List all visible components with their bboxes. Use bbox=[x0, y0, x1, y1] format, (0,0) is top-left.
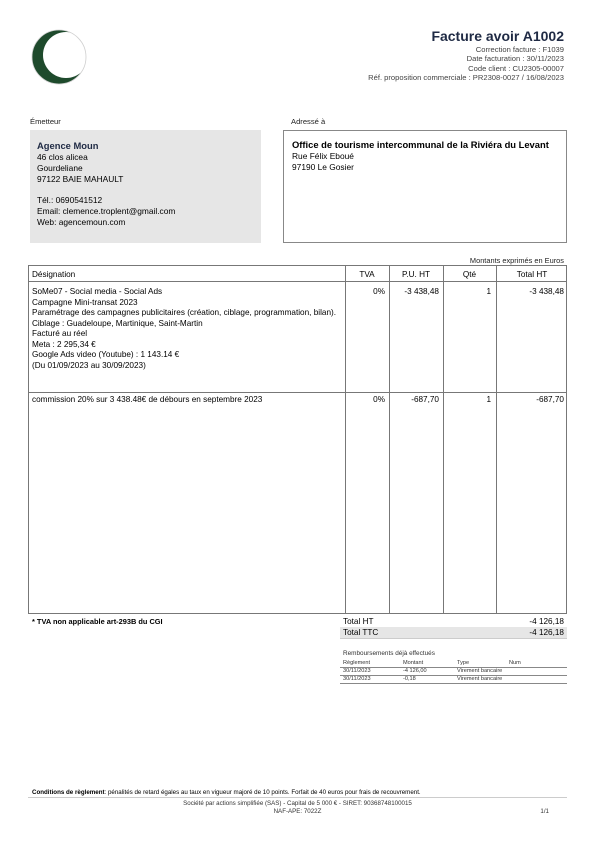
items-table bbox=[28, 265, 567, 614]
table-row-qty: 1 bbox=[486, 287, 491, 296]
payment-conditions-label: Conditions de règlement bbox=[32, 789, 105, 796]
total-ttc-value: -4 126,18 bbox=[529, 628, 564, 637]
header-unit-price: P.U. HT bbox=[401, 270, 431, 279]
addressee-label: Adressé à bbox=[291, 117, 326, 126]
refunds-header-date: Règlement bbox=[340, 659, 400, 667]
naf-line: NAF-APE: 7022Z bbox=[273, 808, 322, 815]
payment-conditions bbox=[32, 789, 421, 796]
refunds-header-row bbox=[340, 659, 567, 667]
table-row-vat: 0% bbox=[373, 395, 385, 404]
addressee-panel bbox=[283, 130, 567, 243]
refunds-title: Remboursements déjà effectués bbox=[343, 650, 435, 657]
refunds-table bbox=[340, 659, 567, 684]
document-title: Facture avoir A1002 bbox=[431, 28, 564, 44]
emitter-label: Émetteur bbox=[30, 117, 61, 126]
table-row-total: -3 438,48 bbox=[529, 287, 564, 296]
header-vat: TVA bbox=[359, 270, 375, 279]
currency-note: Montants exprimés en Euros bbox=[469, 256, 564, 265]
total-ht-label: Total HT bbox=[343, 617, 374, 626]
refunds-header-amount: Montant bbox=[400, 659, 454, 667]
correction-ref: Correction facture : F1039 bbox=[475, 45, 564, 54]
refunds-header-type: Type bbox=[454, 659, 506, 667]
emitter-address2: Gourdeliane bbox=[37, 163, 83, 173]
refunds-header-num: Num bbox=[506, 659, 567, 667]
company-legal-line: Société par actions simplifiée (SAS) - Capital de 5 000 € - SIRET: 90368748100015 bbox=[183, 800, 412, 807]
agency-logo bbox=[30, 28, 88, 86]
table-row-total: -687,70 bbox=[536, 395, 564, 404]
table-row-description: commission 20% sur 3 438.48€ de débours en septembre 2023 bbox=[32, 395, 263, 404]
table-row-unit-price: -3 438,48 bbox=[404, 287, 439, 296]
client-code: Code client : CU2305-00007 bbox=[468, 63, 564, 73]
emitter-panel bbox=[30, 130, 261, 243]
emitter-name: Agence Moun bbox=[37, 140, 99, 151]
page-number: 1/1 bbox=[540, 808, 549, 815]
header-total: Total HT bbox=[516, 270, 548, 279]
header-designation: Désignation bbox=[32, 270, 76, 279]
total-ttc-row bbox=[340, 627, 567, 639]
document-meta bbox=[368, 45, 564, 82]
table-row-unit-price: -687,70 bbox=[411, 395, 439, 404]
refunds-row: 30/11/2023 -4 126,00 Virement bancaire bbox=[340, 667, 567, 675]
emitter-web: Web: agencemoun.com bbox=[37, 217, 126, 227]
addressee-city: 97190 Le Gosier bbox=[292, 162, 354, 172]
total-ht-value: -4 126,18 bbox=[529, 617, 564, 626]
footer-divider bbox=[28, 797, 567, 798]
addressee-name: Office de tourisme intercommunal de la Riviéra du Levant bbox=[292, 139, 549, 150]
emitter-city: 97122 BAIE MAHAULT bbox=[37, 174, 124, 184]
table-row-qty: 1 bbox=[486, 395, 491, 404]
emitter-address1: 46 clos alicea bbox=[37, 152, 88, 162]
commercial-ref: Réf. proposition commerciale : PR2308-0027 / 16/08/2023 bbox=[368, 72, 564, 82]
header-qty: Qté bbox=[462, 270, 477, 279]
payment-conditions-text: : pénalités de retard égales au taux en vigueur majoré de 10 points. Forfait de 40 euros pour frais de recouvrement. bbox=[104, 789, 421, 796]
table-row-vat: 0% bbox=[373, 287, 385, 296]
invoice-date: Date facturation : 30/11/2023 bbox=[466, 54, 564, 64]
emitter-phone: Tél.: 0690541512 bbox=[37, 195, 103, 205]
addressee-address: Rue Félix Eboué bbox=[292, 151, 354, 161]
total-ttc-label: Total TTC bbox=[343, 628, 379, 637]
refunds-row: 30/11/2023 -0,18 Virement bancaire bbox=[340, 675, 567, 683]
vat-note: * TVA non applicable art-293B du CGI bbox=[32, 617, 163, 626]
emitter-email: Email: clemence.troplent@gmail.com bbox=[37, 206, 176, 216]
table-row-description: SoMe07 - Social media - Social Ads Campagne Mini-transat 2023 Paramétrage des campagnes publicitaires (création, ciblage, programmation, bilan). Ciblage : Guadeloupe, Martinique, Saint-Martin Facturé au réel Meta : 2 295,34 € Google Ads video (Youtube) : 1 143.14 € (Du 01/09/2023 au 30/09/2023) bbox=[32, 287, 337, 370]
